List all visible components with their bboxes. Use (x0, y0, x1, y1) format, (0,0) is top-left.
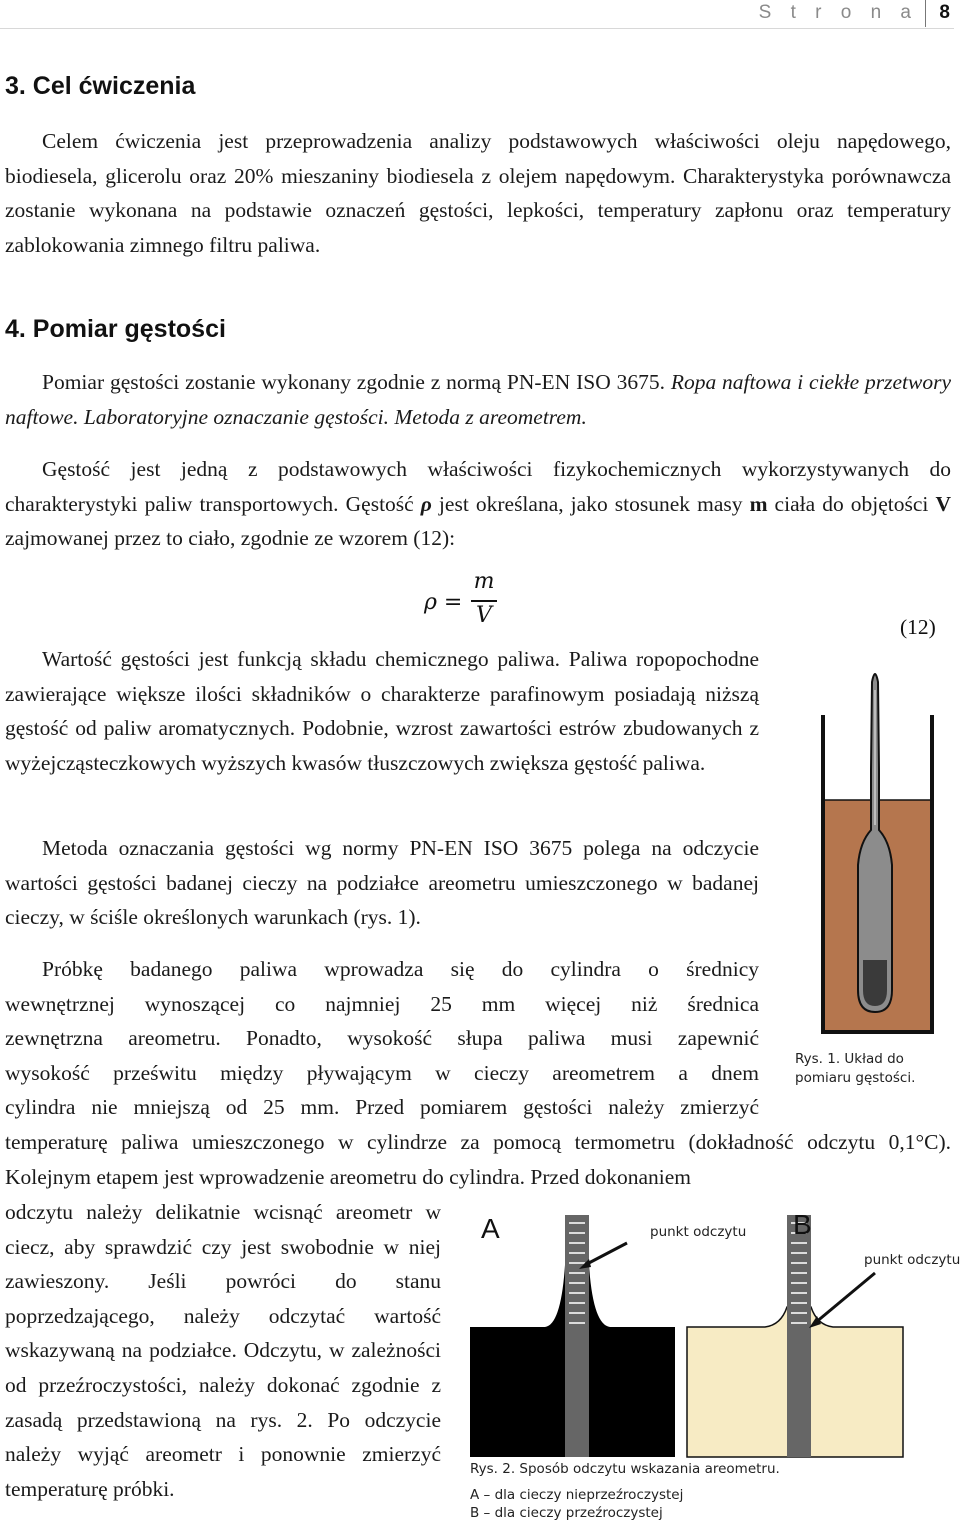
norm-title: Ropa naftowa i ciekłe przetwory naftowe. Laboratoryjne oznaczanie gęstości. Metoda z areometrem. (5, 370, 952, 429)
text-run: ciała do objętości (767, 491, 936, 516)
hydrometer-ballast (863, 960, 887, 1006)
figure-2-reading (465, 1205, 960, 1460)
paragraph-norm (5, 365, 951, 434)
text-line: wewnętrznej wynoszącej co najmniej 25 mm więcej niż średnica (5, 991, 759, 1016)
page-label: S t r o n a (758, 2, 918, 23)
symbol-m: m (749, 491, 768, 516)
figure-1-caption: Rys. 1. Układ do pomiaru gęstości. (795, 1051, 916, 1086)
paragraph-method: Metoda oznaczania gęstości wg normy PN-EN ISO 3675 polega na odczycie wartości gęstości badanej cieczy na podziałce areometru umieszczonego w badanej cieczy, w ściśle określonych warunkach (rys. 1). (5, 836, 759, 930)
text-run: zajmowanej przez to ciało, zgodnie ze wzorem (12): (5, 526, 456, 551)
symbol-v: V (935, 491, 952, 516)
paragraph-reading: odczytu należy delikatnie wcisnąć areometr w ciecz, aby sprawdzić czy jest swobodnie w niej zawieszony. Jeśli powróci do stanu poprzedzającego, należy odczytać wartość wskazywaną na podziałce. Odczytu, w zależności od przeźroczystości, należy dokonać zgodnie z zasadą przedstawioną na rys. 2. Po odczycie należy wyjąć areometr i ponownie zmierzyć temperaturę próbki. (5, 1200, 441, 1501)
norm-text: Pomiar gęstości zostanie wykonany zgodnie z normą PN-EN ISO 3675. (42, 370, 671, 394)
page-header (0, 0, 954, 29)
paragraph-sample-continued: temperaturę paliwa umieszczonego w cylindrze za pomocą termometru (dokładność odczytu 0,1°C). Kolejnym etapem jest wprowadzenie areometru do cylindra. Przed dokonaniem (5, 1130, 951, 1189)
text-run: jest określana, jako stosunek masy (431, 491, 750, 516)
reading-point-label-b: punkt odczytu (864, 1252, 960, 1268)
pointer-a (585, 1243, 627, 1265)
figure-2-legend-a: A – dla cieczy nieprzeźroczystej (470, 1487, 684, 1503)
text-line: Próbkę badanego paliwa wprowadza się do cylindra o średnicy (42, 957, 759, 981)
pointer-b (815, 1273, 875, 1323)
text-line: wysokość prześwitu między pływającym w cieczy areometrem a dnem (5, 1060, 759, 1085)
text-line: zewnętrzna areometru. Ponadto, wysokość słupa paliwa musi zapewnić (5, 1026, 759, 1051)
paragraph-sample-intro (5, 952, 759, 1125)
paragraph-composition: Wartość gęstości jest funkcją składu chemicznego paliwa. Paliwa ropopochodne zawierające większe ilości składników o charakterze parafinowym posiadają niższą gęstość od paliw aromatycznych. Podobnie, wzrost zawartości estrów zbudowanych z wyżejcząsteczkowych wyższych kwasów tłuszczowych zwiększa gęstość paliwa. (5, 647, 759, 775)
hydrometer-stem-a (565, 1215, 589, 1457)
figure-1-hydrometer (815, 660, 940, 1040)
text-run: Gęstość jest jedną z podstawowych właściwości fizykochemicznych wykorzystywanych do charakterystyki paliw transportowych. Gęstość (5, 457, 951, 516)
section-4-title: 4. Pomiar gęstości (5, 315, 226, 343)
page-number: 8 (939, 2, 950, 23)
figure-2-caption: Rys. 2. Sposób odczytu wskazania areometru. (470, 1461, 780, 1477)
formula-numerator: m (473, 569, 495, 594)
paragraph-goal: Celem ćwiczenia jest przeprowadzenia analizy podstawowych właściwości oleju napędowego, biodiesela, glicerolu oraz 20% mieszaniny biodiesela z olejem napędowym. Charakterystyka porównawcza zostanie wykonana na podstawie oznaczeń gęstości, lepkości, temperatury zapłonu oraz temperatury zablokowania zimnego filtru paliwa. (5, 129, 951, 257)
panel-a-label: A (481, 1213, 500, 1244)
symbol-rho: ρ (420, 491, 432, 516)
panel-b-label: B (793, 1209, 812, 1240)
hydrometer-stem-b (787, 1215, 811, 1457)
fraction-bar (471, 600, 497, 602)
formula-lhs: ρ = (424, 590, 463, 615)
header-divider (925, 0, 926, 27)
reading-point-label-a: punkt odczytu (650, 1224, 747, 1240)
text-line: cylindra nie mniejszą od 25 mm. Przed pomiarem gęstości należy zmierzyć (5, 1095, 759, 1120)
equation-number: (12) (900, 615, 936, 639)
section-3-title: 3. Cel ćwiczenia (5, 72, 196, 100)
formula-denominator: V (476, 603, 492, 628)
figure-2-legend-b: B – dla cieczy przeźroczystej (470, 1505, 663, 1521)
paragraph-density-definition (5, 452, 951, 556)
